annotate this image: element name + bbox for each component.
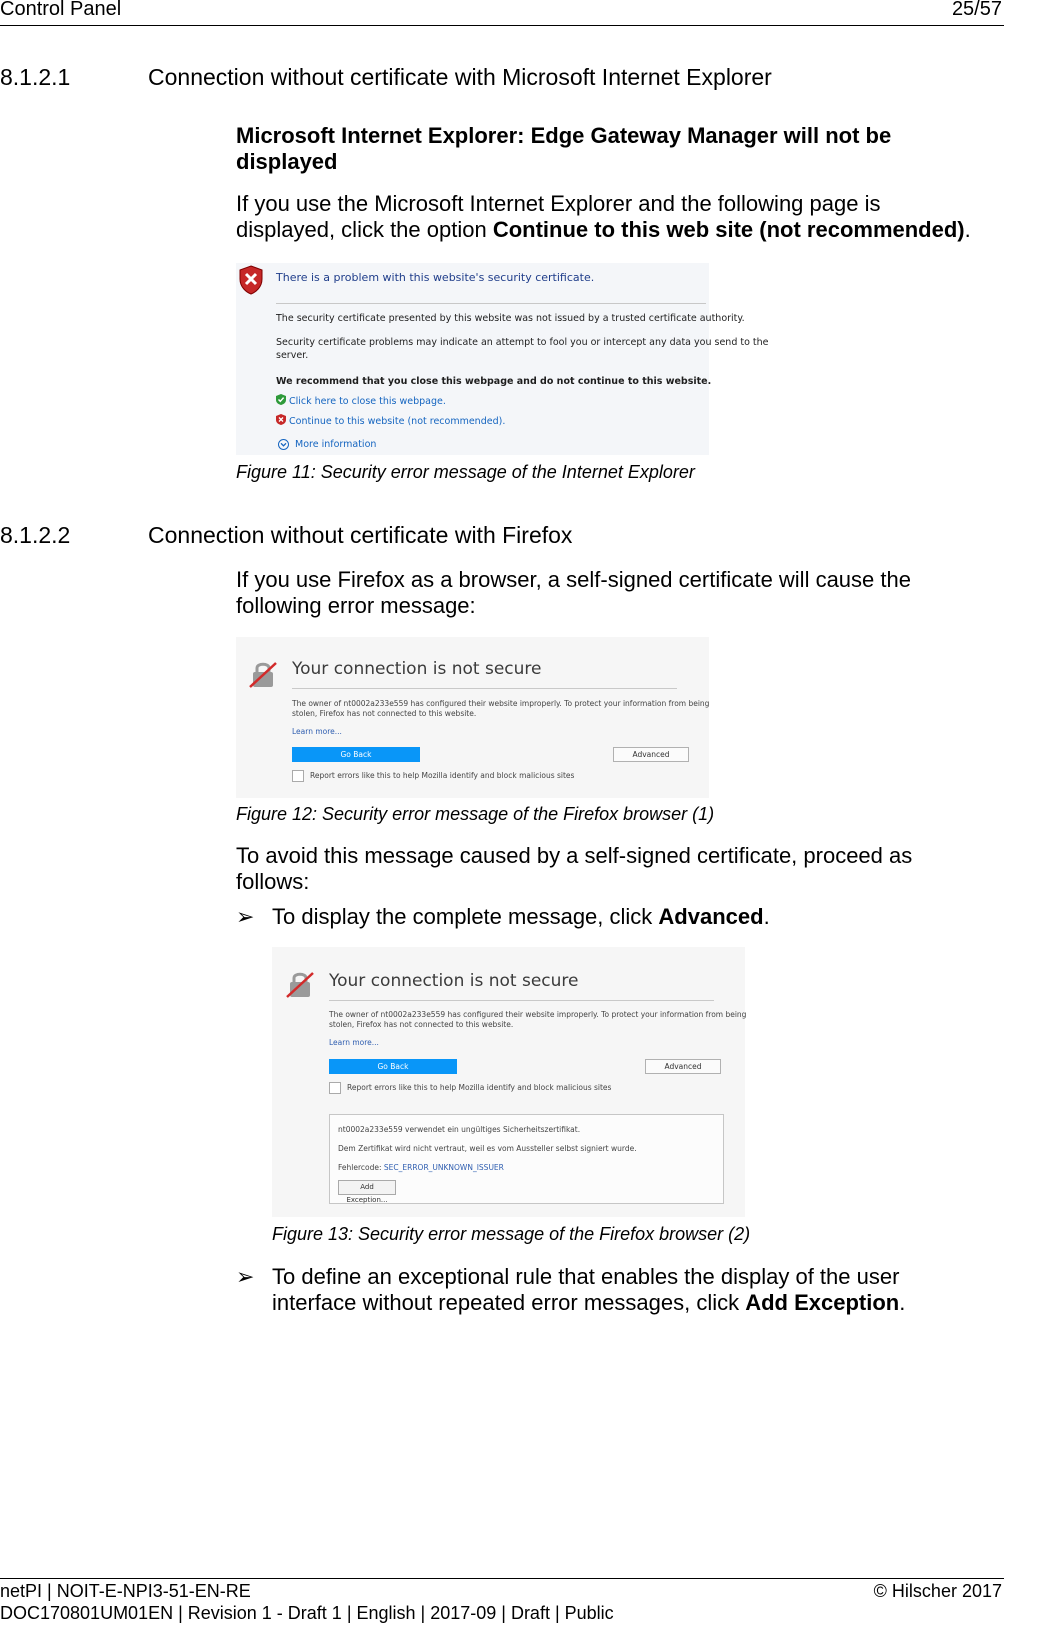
ff-learn-more-link[interactable]: Learn more... — [329, 1038, 379, 1047]
ff-description: The owner of nt0002a233e559 has configured their website improperly. To protect your information from being stolen, Firefox has not connected to this website. — [329, 1010, 747, 1029]
figure-caption: Figure 11: Security error message of the Internet Explorer — [236, 462, 695, 482]
footer-doc-id: netPI | NOIT-E-NPI3-51-EN-RE — [0, 1581, 251, 1601]
shield-error-icon — [238, 265, 264, 295]
step-advanced: To display the complete message, click Advanced. — [272, 904, 770, 929]
header-rule — [0, 25, 1004, 26]
ie-close-link[interactable]: Click here to close this webpage. — [289, 396, 446, 407]
ff-screenshot-2 — [272, 947, 745, 1217]
report-label: Report errors like this to help Mozilla identify and block malicious sites — [347, 1083, 612, 1092]
report-checkbox[interactable] — [329, 1082, 341, 1094]
section-title: Connection without certificate with Firefox — [148, 522, 573, 548]
advanced-details-panel — [329, 1114, 724, 1204]
adv-invalid-cert: nt0002a233e559 verwendet ein ungültiges Sicherheitszertifikat. — [338, 1125, 581, 1134]
ie-line-2: Security certificate problems may indicate an attempt to fool you or intercept any data you send to the — [276, 337, 769, 348]
ff-separator — [292, 688, 677, 689]
section-number: 8.1.2.1 — [0, 64, 71, 90]
ie-more-info-link[interactable]: More information — [295, 439, 377, 450]
shield-ok-icon — [276, 394, 286, 405]
shield-warning-icon — [276, 414, 286, 425]
chevron-down-icon[interactable] — [278, 439, 289, 450]
footer-revision: DOC170801UM01EN | Revision 1 - Draft 1 | English | 2017-09 | Draft | Public — [0, 1603, 614, 1623]
ff-learn-more-link[interactable]: Learn more... — [292, 727, 342, 736]
section-title: Connection without certificate with Microsoft Internet Explorer — [148, 64, 772, 90]
ie-line-1: The security certificate presented by this website was not issued by a trusted certificate authority. — [276, 313, 745, 324]
footer-copyright: © Hilscher 2017 — [873, 1581, 1002, 1601]
figure-caption: Figure 13: Security error message of the Firefox browser (2) — [272, 1224, 751, 1244]
add-exception-button[interactable]: Add Exception... — [338, 1180, 396, 1195]
ie-separator — [276, 303, 706, 304]
arrow-bullet: ➢ — [236, 904, 255, 929]
figure-caption: Figure 12: Security error message of the Firefox browser (1) — [236, 804, 715, 824]
avoid-paragraph: To avoid this message caused by a self-signed certificate, proceed as follows: — [236, 843, 913, 894]
broken-lock-icon — [248, 659, 278, 689]
advanced-button[interactable]: Advanced — [613, 747, 689, 762]
ie-error-title: There is a problem with this website's security certificate. — [276, 271, 595, 284]
ff-description: The owner of nt0002a233e559 has configured their website improperly. To protect your information from being stolen, Firefox has not connected to this website. — [292, 699, 710, 718]
step-add-exception: To define an exceptional rule that enables the display of the user interface without repeated error messages, click Add Exception. — [272, 1264, 906, 1315]
report-label: Report errors like this to help Mozilla identify and block malicious sites — [310, 771, 575, 780]
ie-continue-link[interactable]: Continue to this website (not recommended). — [289, 416, 506, 427]
ie-heading: Microsoft Internet Explorer: Edge Gateway Manager will not be displayed — [236, 123, 892, 174]
ie-line-2b: server. — [276, 350, 309, 361]
arrow-bullet: ➢ — [236, 1264, 255, 1289]
ff-separator — [329, 1000, 714, 1001]
ff-paragraph: If you use Firefox as a browser, a self-signed certificate will cause the following error message: — [236, 567, 911, 618]
header-title: Control Panel — [0, 0, 122, 20]
report-checkbox[interactable] — [292, 770, 304, 782]
footer-rule — [0, 1578, 1004, 1579]
adv-not-trusted: Dem Zertifikat wird nicht vertraut, weil es vom Aussteller selbst signiert wurde. — [338, 1144, 637, 1153]
advanced-button[interactable]: Advanced — [645, 1059, 721, 1074]
ff-screenshot-1 — [236, 637, 709, 798]
adv-error-code: Fehlercode: SEC_ERROR_UNKNOWN_ISSUER — [338, 1163, 504, 1172]
go-back-button[interactable]: Go Back — [292, 747, 420, 762]
go-back-button[interactable]: Go Back — [329, 1059, 457, 1074]
ff-error-title: Your connection is not secure — [329, 971, 579, 991]
ie-recommend: We recommend that you close this webpage and do not continue to this website. — [276, 376, 712, 387]
ff-error-title: Your connection is not secure — [292, 659, 542, 679]
ie-paragraph: If you use the Microsoft Internet Explorer and the following page is displayed, click the option Continue to this web site (not recommended). — [236, 191, 971, 242]
error-code-link[interactable]: SEC_ERROR_UNKNOWN_ISSUER — [383, 1163, 504, 1172]
broken-lock-icon — [285, 969, 315, 999]
page-number: 25/57 — [951, 0, 1002, 20]
ie-screenshot — [236, 263, 769, 455]
section-number: 8.1.2.2 — [0, 522, 71, 548]
